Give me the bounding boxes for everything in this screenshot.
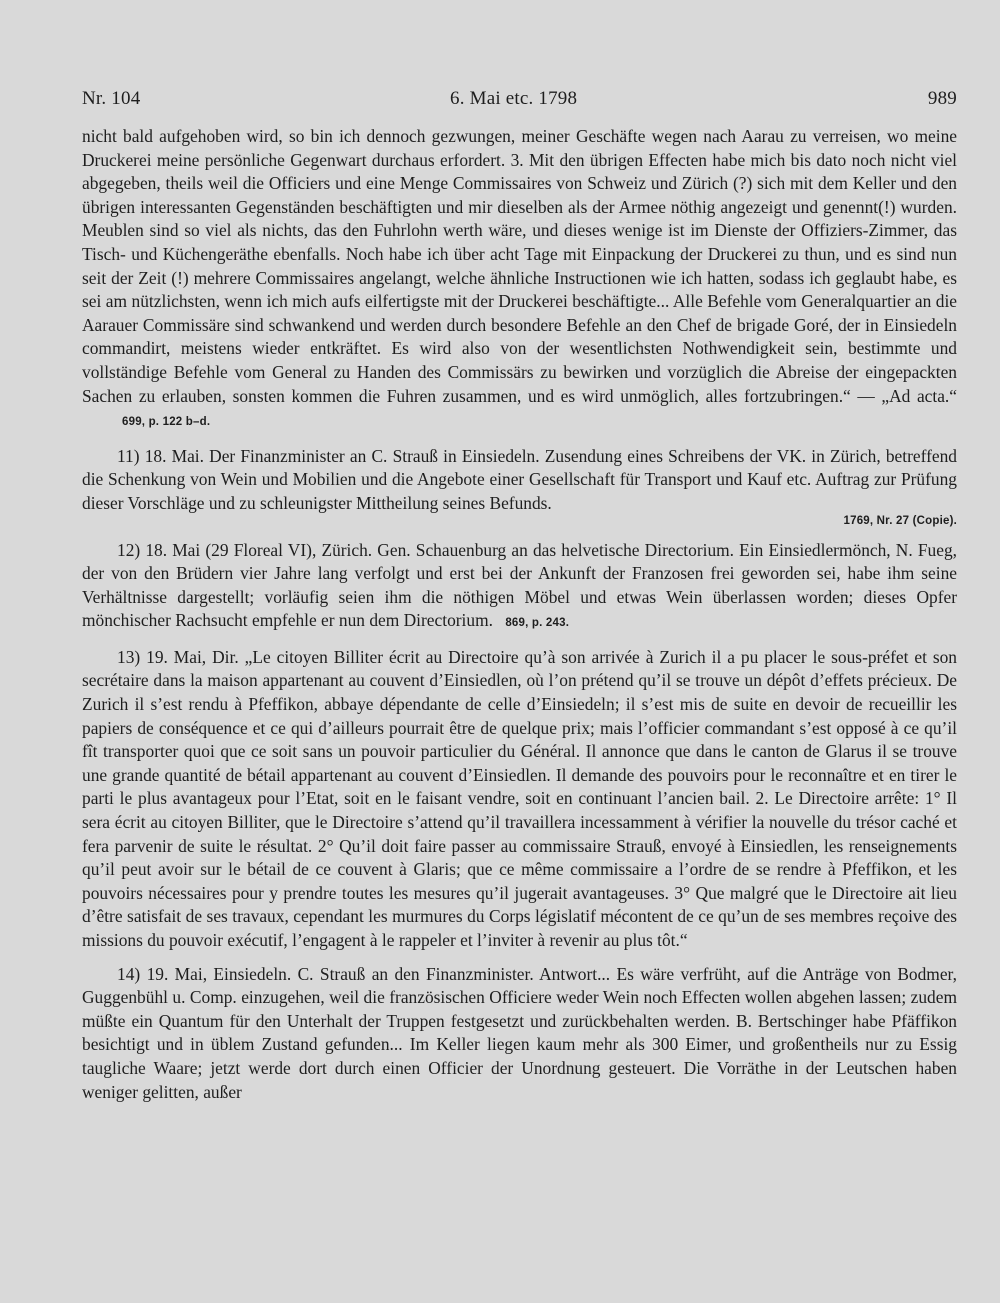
document-number: Nr. 104 [82,88,141,109]
source-reference: 869, p. 243. [505,617,570,630]
paragraph-text: 14) 19. Mai, Einsiedeln. C. Strauß an den Finanzminister. Antwort... Es wäre verfrüht, auf die Anträge von Bodmer, Guggenbühl u. Comp. einzugehen, weil die französischen Officiere weder Wein noch Effecten wollen abgehen lassen; zudem müßte ein Quantum für den Unterhalt der Truppen festgesetzt und zurückbehalten werden. B. Bertschinger habe Pfäffikon besichtigt und in üblem Zustand gefunden... Im Keller liegen kaum mehr als 300 Eimer, und großentheils nur zu Essig taugliche Waare; jetzt werde dort durch einen Officier der Unordnung gesteuert. Die Vorräthe in der Leutschen haben weniger gelitten, außer [82,963,957,1102]
page-number: 989 [927,88,957,109]
source-reference: 1769, Nr. 27 (Copie). [843,514,957,527]
page-body [82,125,957,1104]
running-title: 6. Mai etc. 1798 [450,88,578,109]
paragraph-continuation [82,125,957,435]
source-reference: 699, p. 122 b–d. [122,416,211,429]
entry-14 [82,963,957,1105]
entry-12 [82,539,957,636]
entry-13 [82,646,957,953]
running-header [82,88,957,114]
paragraph-text: 12) 18. Mai (29 Floreal VI), Zürich. Gen. Schauenburg an das helvetische Directorium. Ein Einsiedlermönch, N. Fueg, der von den Brüdern vier Jahre lang verfolgt und erst bei der Ankunft der Franzosen frei geworden sei, habe ihm seine Verhältnisse dargestellt; vorläufig seien ihm die nöthigen Möbel und etwas Wein überlassen worden; dieses Opfer mönchischer Rachsucht empfehle er nun dem Directorium. [82,539,957,631]
paragraph-text: 13) 19. Mai, Dir. „Le citoyen Billiter écrit au Directoire qu’à son arrivée à Zurich il a pu placer le sous-préfet et son secrétaire dans la maison appartenant au couvent d’Einsiedlen, où l’on prétend qu’il se trouve un dépôt d’effets précieux. De Zurich il s’est rendu à Pfeffikon, abbaye dépendante de celle d’Einsiedeln; il s’est mis de suite en devoir de recueillir les papiers de conséquence et ce qui d’ailleurs pourrait être de quelque prix; mais l’officier commandant s’est opposé à ce qu’il fît transporter quoi que ce soit sans un pouvoir particulier du Général. Il annonce que dans le canton de Glarus il se trouve une grande quantité de bétail appartenant au couvent d’Einsiedlen. Il demande des pouvoirs pour le reconnaître et en tirer le parti le plus avantageux pour l’Etat, soit en le faisant vendre, soit en continuant l’ancien bail. 2. Le Directoire arrête: 1° Il sera écrit au citoyen Billiter, que le Directoire s’attend qu’il travaillera incessamment à vérifier la nouvelle du trésor caché et fera parvenir de suite le résultat. 2° Qu’il doit faire passer au commissaire Strauß, envoyé à Einsiedlen, les renseignements qu’il peut avoir sur le bétail de ce couvent à Glaris; que ce même commissaire a l’ordre de se rendre à Pfeffikon, et les pouvoirs nécessaires pour y prendre toutes les mesures qu’il jugerait avantageuses. 3° Que malgré que le Directoire ait lieu d’être satisfait de ses travaux, cependant les murmures du Corps législatif mécontent de ce qu’un de ses membres reçoive des missions du pouvoir exécutif, l’engagent à le rappeler et l’inviter à revenir au plus tôt.“ [82,646,957,950]
paragraph-text: nicht bald aufgehoben wird, so bin ich dennoch gezwungen, meiner Geschäfte wegen nach Aarau zu verreisen, wo meine Druckerei meine persönliche Gegenwart durchaus erfordert. 3. Mit den übrigen Effecten habe mich bis dato noch nicht viel abgegeben, theils weil die Officiers und eine Menge Commissaires von Schweiz und Zürich (?) sich mit dem Keller und den übrigen interessanten Gegenständen beschäftigten und mir dieselben als der Armee nöthig angezeigt und genennt(!) wurden. Meublen sind so viel als nichts, das den Fuhrlohn werth wäre, und dieses wenige ist im Dienste der Offiziers-Zimmer, das Tisch- und Küchengeräthe ebenfalls. Noch habe ich über acht Tage mit Einpackung der Druckerei zu thun, und es sind nun seit der Zeit (!) mehrere Commissaires angelangt, welche ähnliche Instructionen wie ich hatten, sodass ich geglaubt habe, es sei am nützlichsten, wenn ich mich aufs eilfertigste mit der Druckerei beschäftigte... Alle Befehle vom Generalquartier an die Aarauer Commissäre sind schwankend und werden durch besondere Befehle an den Chef de brigade Goré, der in Einsiedeln commandirt, meistens wieder entkräftet. Es wird also von der wesentlichsten Nothwendigkeit sein, bestimmte und vollständige Befehle vom General zu Handen des Commissärs zu bewirken und vorzüglich die Abreise der eingepackten Sachen zu erlauben, sonsten kommen die Fuhren zusammen, und es wird unmöglich, alles fortzubringen.“ — „Ad acta.“ [82,126,957,406]
paragraph-text: 11) 18. Mai. Der Finanzminister an C. Strauß in Einsiedeln. Zusendung eines Schreibens der VK. in Zürich, betreffend die Schenkung von Wein und Mobilien und die Angebote einer Gesellschaft für Transport und Kauf etc. Auftrag zur Prüfung dieser Vorschläge und zu schleunigster Mittheilung seines Befunds. [82,445,957,513]
entry-11 [82,445,957,529]
